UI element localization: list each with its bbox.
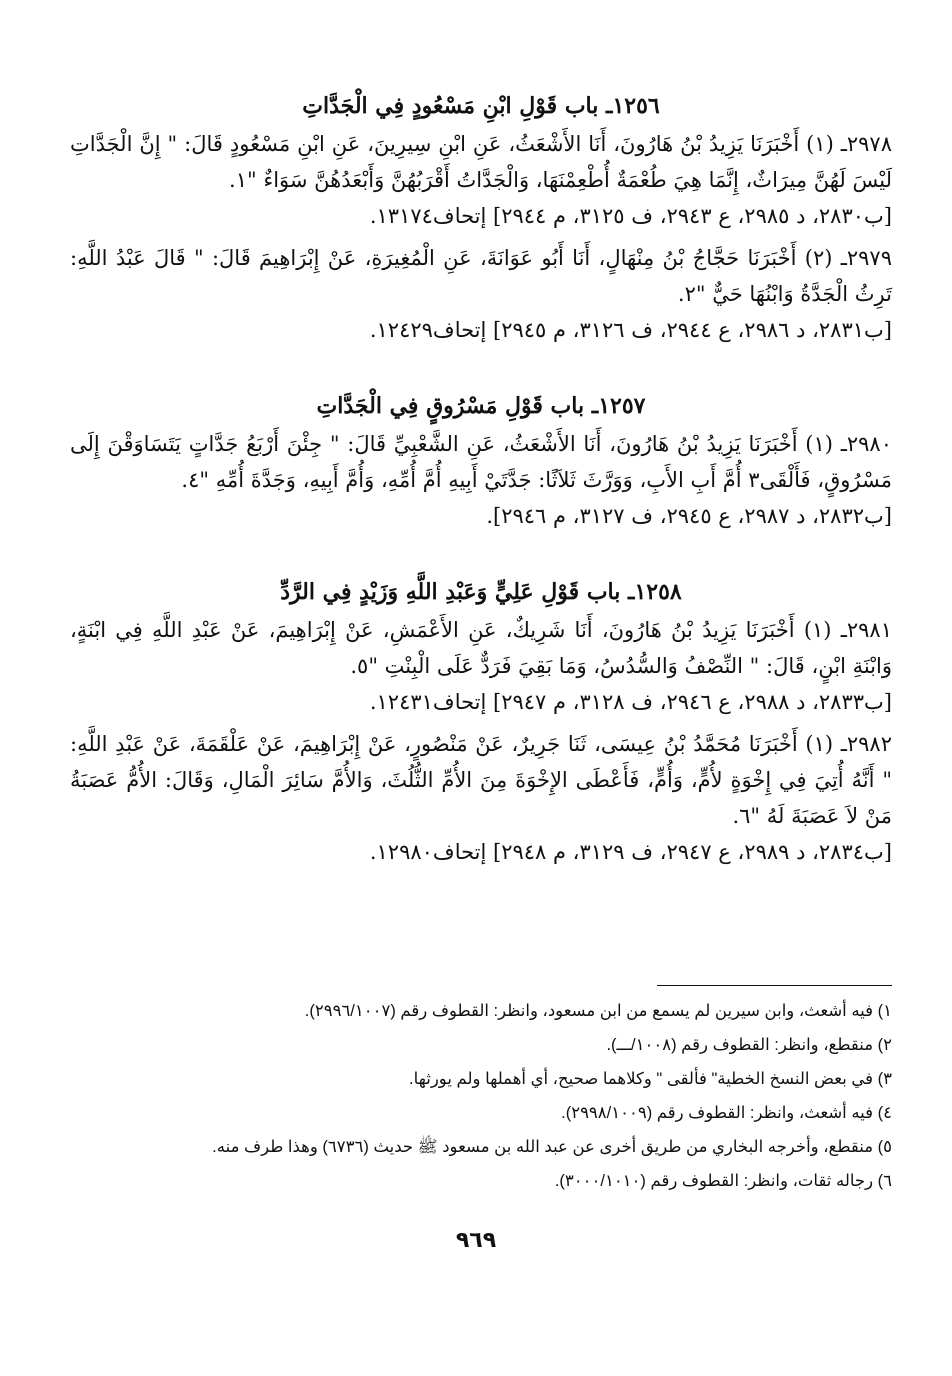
- hadith-2980: ٢٩٨٠ـ (١) أَخْبَرَنَا يَزِيدُ بْنُ هَارُونَ، أَنَا الأَشْعَثُ، عَنِ الشَّعْبِيِّ قَالَ: " جِئْنَ أَرْبَعُ جَدَّاتٍ يَتَسَاوَقْنَ إِلَى مَسْرُوقٍ، فَأَلْقَى٣ أُمَّ أَبِ الأَبِ، وَوَرَّثَ ثَلاَثًا: جَدَّتَيْ أَبِيهِ أُمَّ أُمِّهِ، وَأُمَّ أَبِيهِ، وَجَدَّةَ أُمِّهِ "٤.: [70, 432, 892, 492]
- chapter-1256: [70, 90, 892, 348]
- hadith-2982-reference: [ب٢٨٣٤، د ٢٩٨٩، ع ٢٩٤٧، ف ٣١٢٩، م ٢٩٤٨] إتحاف١٢٩٨٠.: [369, 840, 892, 864]
- chapter-1258: [70, 576, 892, 870]
- hadith-2981-reference: [ب٢٨٣٣، د ٢٩٨٨، ع ٢٩٤٦، ف ٣١٢٨، م ٢٩٤٧] إتحاف١٢٤٣١.: [369, 690, 892, 714]
- hadith-2978: ٢٩٧٨ـ (١) أَخْبَرَنَا يَزِيدُ بْنُ هَارُونَ، أَنَا الأَشْعَثُ، عَنِ ابْنِ سِيرِينَ، عَنِ ابْنِ مَسْعُودٍ قَالَ: " إِنَّ الْجَدَّاتِ لَيْسَ لَهُنَّ مِيرَاثٌ، إِنَّمَا هِيَ طُعْمَةٌ أُطْعِمْنَهَا، وَالْجَدَّاتُ أَقْرَبُهُنَّ وَأَبْعَدُهُنَّ سَوَاءٌ "١.: [70, 132, 892, 192]
- hadith-2978-reference: [ب٢٨٣٠، د ٢٩٨٥، ع ٢٩٤٣، ف ٣١٢٥، م ٢٩٤٤] إتحاف١٣١٧٤.: [369, 204, 892, 228]
- footnote-5: ٥) منقطع، وأخرجه البخاري من طريق أخرى عن عبد الله بن مسعود ﷺ حديث (٦٧٣٦) وهذا طرف منه.: [212, 1138, 892, 1156]
- hadith-2979: ٢٩٧٩ـ (٢) أَخْبَرَنَا حَجَّاجُ بْنُ مِنْهَالٍ، أَنَا أَبُو عَوَانَةَ، عَنِ الْمُغِيرَةِ، عَنْ إِبْرَاهِيمَ قَالَ: " قَالَ عَبْدُ اللَّهِ: تَرِثُ الْجَدَّةُ وَابْنُهَا حَيٌّ "٢.: [70, 246, 892, 306]
- footnote-divider: [657, 985, 892, 986]
- chapter-1257: [70, 390, 892, 534]
- hadith-2982: ٢٩٨٢ـ (١) أَخْبَرَنَا مُحَمَّدُ بْنُ عِيسَى، ثَنَا جَرِيرٌ، عَنْ مَنْصُورٍ، عَنْ إِبْرَاهِيمَ، عَنْ عَلْقَمَةَ، عَنْ عَبْدِ اللَّهِ: " أَنَّهُ أُتِيَ فِي إِخْوَةٍ لأُمٍّ، وَأُمٍّ، فَأَعْطَى الإِخْوَةَ مِنَ الأُمِّ الثُّلُثَ، وَالأُمَّ سَائِرَ الْمَالِ، وَقَالَ: الأُمُّ عَصَبَةُ مَنْ لاَ عَصَبَةَ لَهُ "٦.: [70, 732, 892, 828]
- chapter-heading: ١٢٥٧ـ باب قَوْلِ مَسْرُوقٍ فِي الْجَدَّاتِ: [316, 393, 646, 419]
- footnotes: [70, 985, 892, 1198]
- footnote-1: ١) فيه أشعث، وابن سيرين لم يسمع من ابن مسعود، وانظر: القطوف رقم (٢٩٩٦/١٠٠٧).: [304, 1002, 892, 1020]
- hadith-2979-reference: [ب٢٨٣١، د ٢٩٨٦، ع ٢٩٤٤، ف ٣١٢٦، م ٢٩٤٥] إتحاف١٢٤٢٩.: [369, 318, 892, 342]
- chapter-heading: ١٢٥٨ـ باب قَوْلِ عَلِيٍّ وَعَبْدِ اللَّهِ وَزَيْدٍ فِي الرَّدِّ: [280, 579, 682, 605]
- footnote-2: ٢) منقطع، وانظر: القطوف رقم (١٠٠٨/ـــ).: [606, 1036, 892, 1054]
- chapter-heading: ١٢٥٦ـ باب قَوْلِ ابْنِ مَسْعُودٍ فِي الْجَدَّاتِ: [302, 93, 660, 119]
- footnote-4: ٤) فيه أشعث، وانظر: القطوف رقم (٢٩٩٨/١٠٠٩).: [561, 1104, 892, 1122]
- hadith-2980-reference: [ب٢٨٣٢، د ٢٩٨٧، ع ٢٩٤٥، ف ٣١٢٧، م ٢٩٤٦].: [486, 504, 892, 528]
- page-body: [70, 90, 892, 876]
- footnote-6: ٦) رجاله ثقات، وانظر: القطوف رقم (٣٠٠٠/١٠١٠).: [554, 1172, 892, 1190]
- hadith-2981: ٢٩٨١ـ (١) أَخْبَرَنَا يَزِيدُ بْنُ هَارُونَ، أَنَا شَرِيكٌ، عَنِ الأَعْمَشِ، عَنْ إِبْرَاهِيمَ، عَنْ عَبْدِ اللَّهِ فِي ابْنَةٍ، وَابْنَةِ ابْنٍ، قَالَ: " النِّصْفُ وَالسُّدُسُ، وَمَا بَقِيَ فَرَدٌّ عَلَى الْبِنْتِ "٥.: [70, 618, 892, 678]
- page-number: ٩٦٩: [455, 1228, 497, 1253]
- footnote-3: ٣) في بعض النسخ الخطية" فألقى " وكلاهما صحيح، أي أهملها ولم يورثها.: [409, 1070, 892, 1088]
